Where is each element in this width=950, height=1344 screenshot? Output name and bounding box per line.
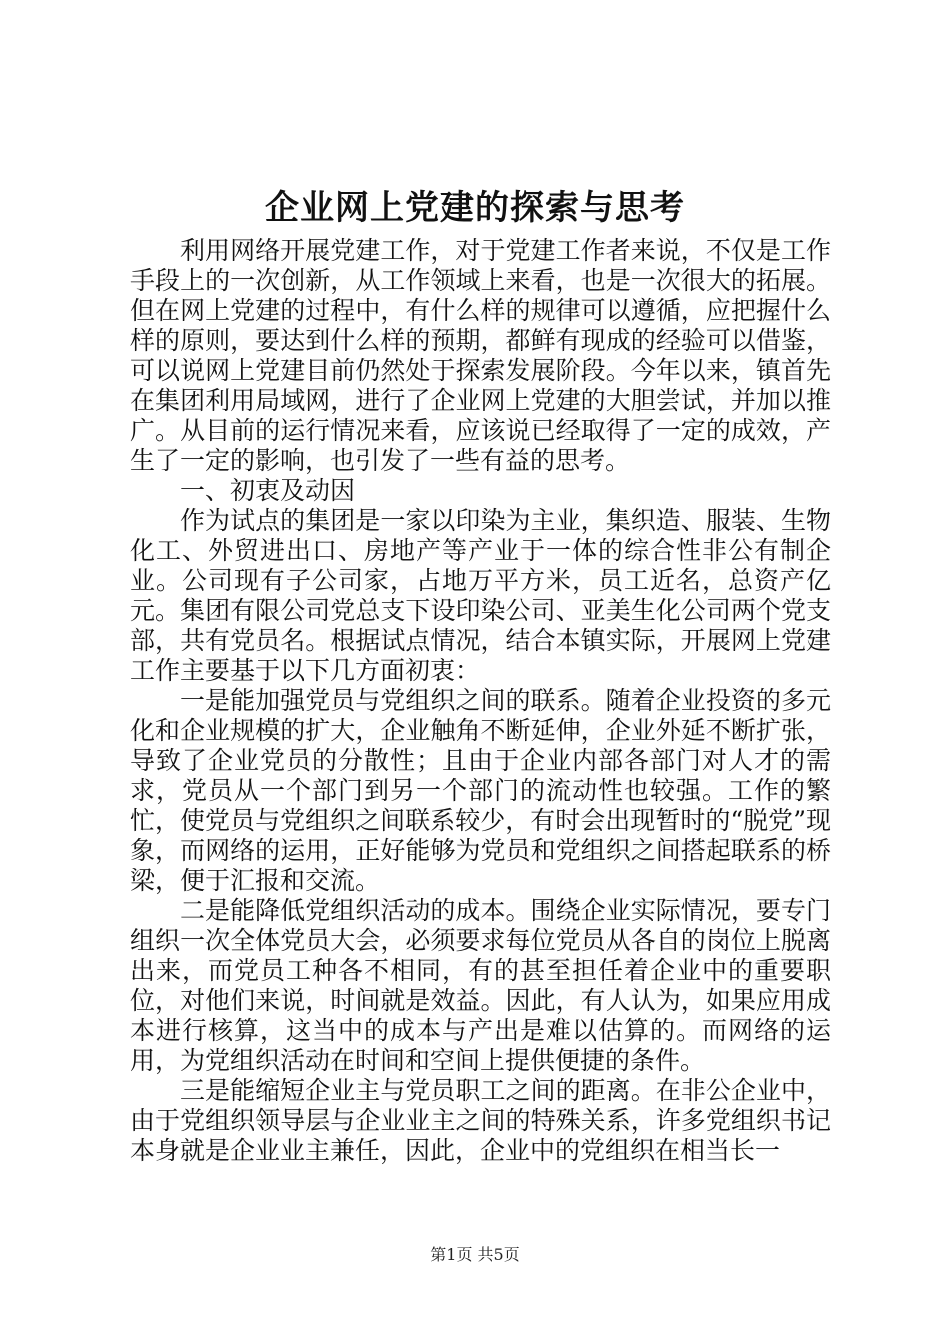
- document-body: [130, 236, 831, 1166]
- document-title: 企业网上党建的探索与思考: [265, 188, 685, 228]
- paragraph-pilot-group: 作为试点的集团是一家以印染为主业，集织造、服装、生物化工、外贸进出口、房地产等产业于一体的综合性非公有制企业。公司现有子公司家，占地万平方米，员工近名，总资产亿元。集团有限公司党总支下设印染公司、亚美生化公司两个党支部，共有党员名。根据试点情况，结合本镇实际，开展网上党建工作主要基于以下几方面初衷：: [130, 506, 831, 685]
- page-footer: 第1页 共5页: [430, 1245, 520, 1264]
- paragraph-point-two: 二是能降低党组织活动的成本。围绕企业实际情况，要专门组织一次全体党员大会，必须要求每位党员从各自的岗位上脱离出来，而党员工种各不相同，有的甚至担任着企业中的重要职位，对他们来说，时间就是效益。因此，有人认为，如果应用成本进行核算，这当中的成本与产出是难以估算的。而网络的运用，为党组织活动在时间和空间上提供便捷的条件。: [130, 896, 831, 1075]
- paragraph-point-one: 一是能加强党员与党组织之间的联系。随着企业投资的多元化和企业规模的扩大，企业触角不断延伸，企业外延不断扩张，导致了企业党员的分散性；且由于企业内部各部门对人才的需求，党员从一个部门到另一个部门的流动性也较强。工作的繁忙，使党员与党组织之间联系较少，有时会出现暂时的“脱党”现象，而网络的运用，正好能够为党员和党组织之间搭起联系的桥梁，便于汇报和交流。: [130, 686, 831, 895]
- paragraph-point-three: 三是能缩短企业主与党员职工之间的距离。在非公企业中，由于党组织领导层与企业业主之间的特殊关系，许多党组织书记本身就是企业业主兼任，因此，企业中的党组织在相当长一: [130, 1076, 831, 1165]
- section-heading-1: 一、初衷及动因: [180, 476, 356, 505]
- paragraph-intro: 利用网络开展党建工作，对于党建工作者来说，不仅是工作手段上的一次创新，从工作领域上来看，也是一次很大的拓展。但在网上党建的过程中，有什么样的规律可以遵循，应把握什么样的原则，要达到什么样的预期，都鲜有现成的经验可以借鉴，可以说网上党建目前仍然处于探索发展阶段。今年以来，镇首先在集团利用局域网，进行了企业网上党建的大胆尝试，并加以推广。从目前的运行情况来看，应该说已经取得了一定的成效，产生了一定的影响，也引发了一些有益的思考。: [130, 236, 831, 475]
